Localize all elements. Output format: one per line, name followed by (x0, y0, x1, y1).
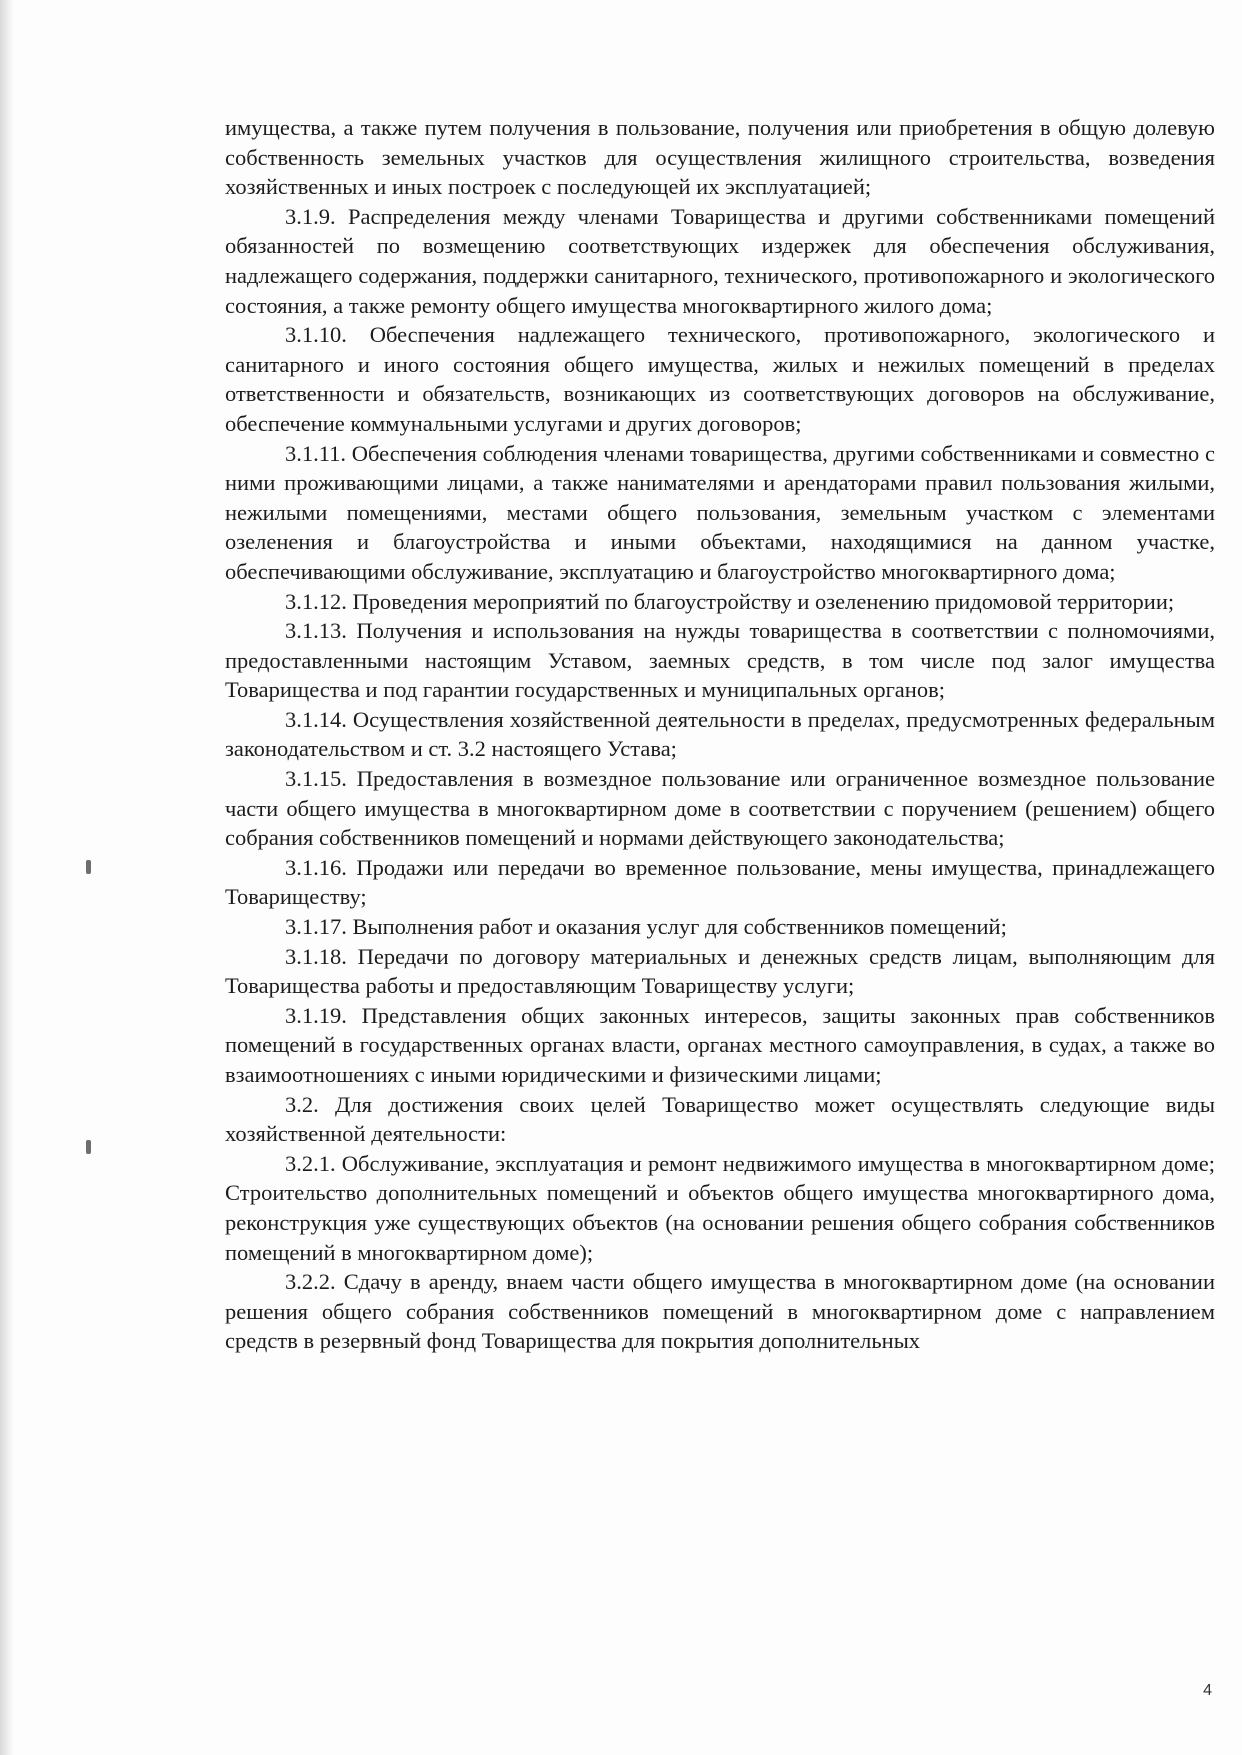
paragraph-3-1-10: 3.1.10. Обеспечения надлежащего технического, противопожарного, экологического и санитарного и иного состояния общего имущества, жилых и нежилых помещений в пределах ответственности и обязательств, возникающих из соответствующих договоров на обслуживание, обеспечение коммунальными услугами и других договоров; (225, 322, 1215, 436)
paragraph-3-1-16: 3.1.16. Продажи или передачи во временное пользование, мены имущества, принадлежащего Товариществу; (225, 854, 1215, 910)
document-body (225, 113, 1215, 1356)
paragraph-3-1-15: 3.1.15. Предоставления в возмездное пользование или ограниченное возмездное пользование части общего имущества в многоквартирном доме в соответствии с поручением (решением) общего собрания собственников помещений и нормами действующего законодательства; (225, 766, 1215, 851)
page-number: 4 (1203, 1682, 1212, 1699)
paragraph-3-1-14: 3.1.14. Осуществления хозяйственной деятельности в пределах, предусмотренных федеральным законодательством и ст. 3.2 настоящего Устава; (225, 706, 1215, 762)
paragraph-3-1-11: 3.1.11. Обеспечения соблюдения членами товарищества, другими собственниками и совместно с ними проживающими лицами, а также нанимателями и арендаторами правил пользования жилыми, нежилыми помещениями, местами общего пользования, земельным участком с элементами озеленения и благоустройства и иными объектами, находящимися на данном участке, обеспечивающими обслуживание, эксплуатацию и благоустройство многоквартирного дома; (225, 440, 1215, 584)
paragraph-3-1-17: 3.1.17. Выполнения работ и оказания услуг для собственников помещений; (285, 914, 1007, 940)
paragraph-continuation: имущества, а также путем получения в пользование, получения или приобретения в общую долевую собственность земельных участков для осуществления жилищного строительства, возведения хозяйственных и иных построек с последующей их эксплуатацией; (225, 115, 1215, 200)
paragraph-3-1-13: 3.1.13. Получения и использования на нужды товарищества в соответствии с полномочиями, предоставленными настоящим Уставом, заемных средств, в том числе под залог имущества Товарищества и под гарантии государственных и муниципальных органов; (225, 618, 1215, 703)
paragraph-3-1-19: 3.1.19. Представления общих законных интересов, защиты законных прав собственников помещений в государственных органах власти, органах местного самоуправления, в судах, а также во взаимоотношениях с иными юридическими и физическими лицами; (225, 1002, 1215, 1087)
paragraph-3-2-1: 3.2.1. Обслуживание, эксплуатация и ремонт недвижимого имущества в многоквартирном доме; Строительство дополнительных помещений и объектов общего имущества многоквартирного дома, реконструкция уже существующих объектов (на основании решения общего собрания собственников помещений в многоквартирном доме); (225, 1150, 1215, 1265)
paragraph-3-1-18: 3.1.18. Передачи по договору материальных и денежных средств лицам, выполняющим для Товарищества работы и предоставляющим Товариществу услуги; (225, 943, 1215, 999)
paragraph-3-1-9: 3.1.9. Распределения между членами Товарищества и другими собственниками помещений обязанностей по возмещению соответствующих издержек для обеспечения обслуживания, надлежащего содержания, поддержки санитарного, технического, противопожарного и экологического состояния, а также ремонту общего имущества многоквартирного жилого дома; (225, 203, 1215, 318)
binding-edge (0, 0, 14, 1755)
paragraph-3-1-12: 3.1.12. Проведения мероприятий по благоустройству и озеленению придомовой территории; (285, 588, 1175, 614)
fold-mark (86, 860, 91, 874)
paragraph-3-2-2: 3.2.2. Сдачу в аренду, внаем части общего имущества в многоквартирном доме (на основании решения общего собрания собственников помещений в многоквартирном доме с направлением средств в резервный фонд Товарищества для покрытия дополнительных (225, 1269, 1215, 1354)
paragraph-3-2: 3.2. Для достижения своих целей Товарищество может осуществлять следующие виды хозяйственной деятельности: (225, 1091, 1215, 1147)
fold-mark (86, 1140, 91, 1154)
